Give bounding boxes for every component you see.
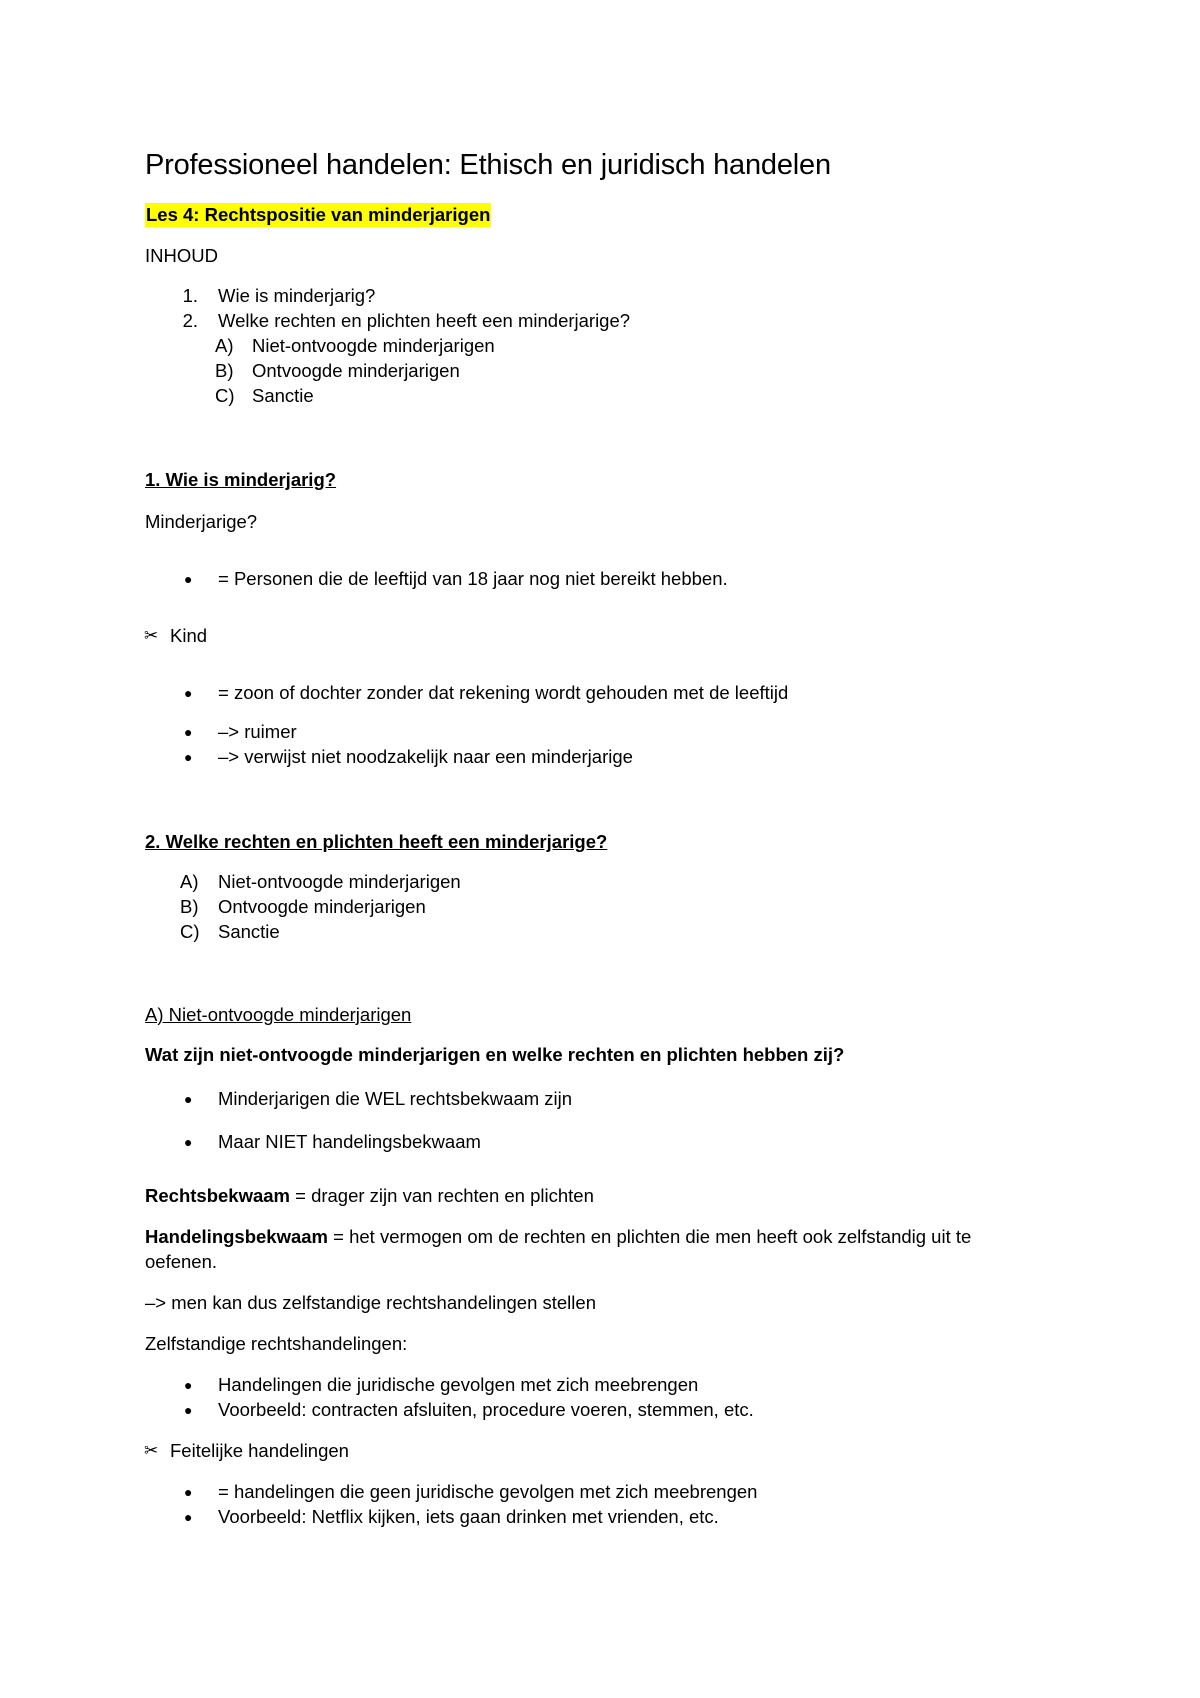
sectionA-question: Wat zijn niet-ontvoogde minderjarigen en welke rechten en plichten hebben zij?	[145, 1044, 845, 1065]
section1-definition: = Personen die de leeftijd van 18 jaar nog niet bereikt hebben.	[218, 568, 728, 589]
section2-b-label: B)	[180, 896, 199, 917]
rechtsbekwaam-line	[145, 1184, 594, 1208]
bullet-icon: ●	[184, 1509, 193, 1525]
section2-a: Niet-ontvoogde minderjarigen	[218, 871, 461, 892]
toc-item-2: Welke rechten en plichten heeft een minderjarige?	[218, 310, 631, 331]
zelfstandige-item-2: Voorbeeld: contracten afsluiten, procedure voeren, stemmen, etc.	[218, 1399, 754, 1420]
toc-sub-a-label: A)	[215, 335, 234, 356]
handelingsbekwaam-term: Handelingsbekwaam	[145, 1226, 329, 1247]
bullet-icon: ●	[184, 1484, 193, 1500]
section2-b: Ontvoogde minderjarigen	[218, 896, 426, 917]
zelfstandige-heading: Zelfstandige rechtshandelingen:	[145, 1333, 408, 1354]
toc-sub-c-label: C)	[215, 385, 235, 406]
zelfstandige-item-1: Handelingen die juridische gevolgen met zich meebrengen	[218, 1374, 699, 1395]
toc-item-1: Wie is minderjarig?	[218, 285, 376, 306]
sectionA-bullet-2: Maar NIET handelingsbekwaam	[218, 1131, 481, 1152]
section2-a-label: A)	[180, 871, 199, 892]
bullet-icon: ●	[184, 1091, 193, 1107]
feitelijke-item-2: Voorbeeld: Netflix kijken, iets gaan drinken met vrienden, etc.	[218, 1506, 719, 1527]
toc-sub-a: Niet-ontvoogde minderjarigen	[252, 335, 495, 356]
rechtsbekwaam-term: Rechtsbekwaam	[145, 1185, 290, 1206]
kind-item-2: –> ruimer	[218, 721, 297, 742]
scissors-icon: ✂	[144, 626, 159, 645]
bullet-icon: ●	[184, 1402, 193, 1418]
document-title: Professioneel handelen: Ethisch en juridisch handelen	[145, 149, 831, 181]
sectionA-heading: A) Niet-ontvoogde minderjarigen	[145, 1004, 412, 1025]
bullet-icon: ●	[184, 685, 193, 701]
lesson-heading: Les 4: Rechtspositie van minderjarigen	[146, 204, 491, 225]
bullet-icon: ●	[184, 1134, 193, 1150]
sectionA-bullet-1: Minderjarigen die WEL rechtsbekwaam zijn	[218, 1088, 573, 1109]
feitelijke-item-1: = handelingen die geen juridische gevolgen met zich meebrengen	[218, 1481, 758, 1502]
toc-sub-b: Ontvoogde minderjarigen	[252, 360, 460, 381]
toc-sub-b-label: B)	[215, 360, 234, 381]
toc-item-1-num: 1.	[182, 285, 198, 306]
section1-question: Minderjarige?	[145, 511, 258, 532]
section2-heading: 2. Welke rechten en plichten heeft een minderjarige?	[145, 831, 608, 852]
handelingsbekwaam-def-cont: oefenen.	[145, 1251, 218, 1272]
kind-label: Kind	[170, 625, 208, 646]
toc-heading: INHOUD	[145, 245, 218, 266]
bullet-icon: ●	[184, 571, 193, 587]
section2-c: Sanctie	[218, 921, 280, 942]
section2-c-label: C)	[180, 921, 200, 942]
handelingsbekwaam-line	[145, 1225, 971, 1249]
feitelijke-label: Feitelijke handelingen	[170, 1440, 349, 1461]
arrow-line: –> men kan dus zelfstandige rechtshandelingen stellen	[145, 1292, 596, 1313]
kind-item-1: = zoon of dochter zonder dat rekening wordt gehouden met de leeftijd	[218, 682, 789, 703]
scissors-icon: ✂	[144, 1441, 159, 1460]
bullet-icon: ●	[184, 724, 193, 740]
bullet-icon: ●	[184, 749, 193, 765]
toc-sub-c: Sanctie	[252, 385, 314, 406]
rechtsbekwaam-def: = drager zijn van rechten en plichten	[289, 1185, 594, 1206]
handelingsbekwaam-def: = het vermogen om de rechten en plichten die men heeft ook zelfstandig uit te	[328, 1226, 972, 1247]
toc-item-2-num: 2.	[182, 310, 198, 331]
section1-heading: 1. Wie is minderjarig?	[145, 469, 337, 490]
kind-item-3: –> verwijst niet noodzakelijk naar een minderjarige	[218, 746, 633, 767]
bullet-icon: ●	[184, 1377, 193, 1393]
